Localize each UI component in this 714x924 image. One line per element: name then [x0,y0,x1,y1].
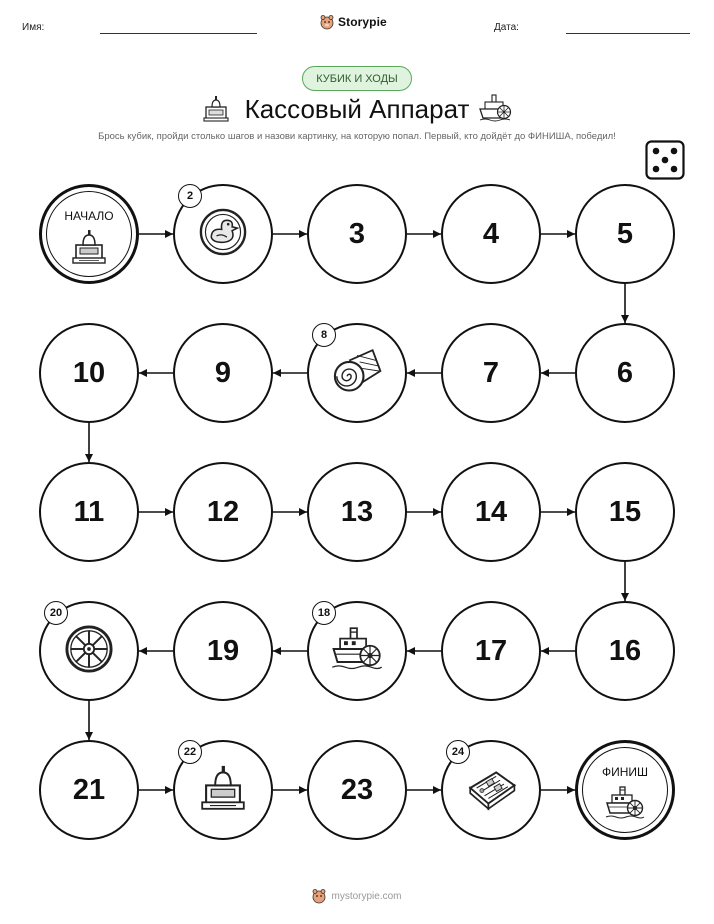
storypie-mascot-icon [312,888,326,904]
cash-register-icon [197,762,249,819]
board-space-14[interactable] [441,462,541,562]
board-space-21[interactable] [39,740,139,840]
space-number: 17 [474,634,508,667]
path-arrowhead [567,230,575,238]
duck-coin-icon [197,206,249,263]
space-number: 12 [206,495,240,528]
board-space-2[interactable] [173,184,273,284]
steamboat-icon [331,623,383,680]
space-number-badge: 2 [178,184,202,208]
footer-url[interactable]: mystorypie.com [331,890,402,902]
path-arrowhead [273,647,281,655]
path-arrowhead [541,647,549,655]
board-space-12[interactable] [173,462,273,562]
path-arrowhead [541,369,549,377]
path-arrowhead [139,647,147,655]
space-number: 7 [482,356,500,389]
path-arrowhead [85,732,93,740]
start-space[interactable] [39,184,139,284]
space-number-badge: 22 [178,740,202,764]
board-space-19[interactable] [173,601,273,701]
footer [0,888,714,904]
path-arrowhead [407,647,415,655]
cash-drawer-icon [465,762,517,819]
path-arrowhead [165,786,173,794]
space-number: 19 [206,634,240,667]
path-arrowhead [165,508,173,516]
path-arrowhead [621,315,629,323]
board-space-4[interactable] [441,184,541,284]
space-number-badge: 24 [446,740,470,764]
board-space-20[interactable] [39,601,139,701]
board-space-17[interactable] [441,601,541,701]
path-arrowhead [407,369,415,377]
board-space-16[interactable] [575,601,675,701]
path-arrowhead [433,508,441,516]
board-space-6[interactable] [575,323,675,423]
cash-register-icon [69,227,109,272]
start-label: НАЧАЛО [64,209,114,223]
path-arrowhead [85,454,93,462]
board-space-22[interactable] [173,740,273,840]
brand-name: Storypie [338,15,387,29]
finish-label: ФИНИШ [601,765,649,779]
space-number: 10 [72,356,106,389]
name-label: Имя: [22,22,45,33]
path-arrowhead [299,230,307,238]
path-arrowhead [299,508,307,516]
space-number: 9 [214,356,232,389]
board-space-13[interactable] [307,462,407,562]
space-number: 3 [348,217,366,250]
path-arrowhead [299,786,307,794]
instructions-text: Брось кубик, пройди столько шагов и назови картинку, на которую попал. Первый, кто дойдёт до ФИНИША, победил! [98,131,616,142]
space-number: 14 [474,495,508,528]
space-number: 15 [608,495,642,528]
space-number: 23 [340,773,374,806]
space-number: 11 [73,495,105,528]
path-arrowhead [621,593,629,601]
board-space-24[interactable] [441,740,541,840]
board-space-9[interactable] [173,323,273,423]
space-number: 6 [616,356,634,389]
space-number: 4 [482,217,500,250]
path-arrowhead [273,369,281,377]
board-space-5[interactable] [575,184,675,284]
path-arrowhead [567,786,575,794]
space-number: 5 [616,217,634,250]
space-number-badge: 8 [312,323,336,347]
board-space-18[interactable] [307,601,407,701]
finish-space[interactable] [575,740,675,840]
space-number: 21 [72,773,106,806]
game-type-badge: КУБИК И ХОДЫ [302,66,412,91]
date-label: Дата: [494,22,519,33]
space-number: 16 [608,634,642,667]
board-space-23[interactable] [307,740,407,840]
board-space-11[interactable] [39,462,139,562]
path-arrowhead [139,369,147,377]
paper-roll-icon [331,345,383,402]
path-arrowhead [433,230,441,238]
space-number: 13 [340,495,374,528]
wheel-icon [63,623,115,680]
space-number-badge: 20 [44,601,68,625]
board-space-7[interactable] [441,323,541,423]
page-title: Кассовый Аппарат [244,94,470,124]
path-arrowhead [433,786,441,794]
path-arrowhead [567,508,575,516]
board-space-15[interactable] [575,462,675,562]
steamboat-icon [605,783,645,828]
space-number-badge: 18 [312,601,336,625]
board-space-3[interactable] [307,184,407,284]
board-space-8[interactable] [307,323,407,423]
board-space-10[interactable] [39,323,139,423]
path-arrowhead [165,230,173,238]
